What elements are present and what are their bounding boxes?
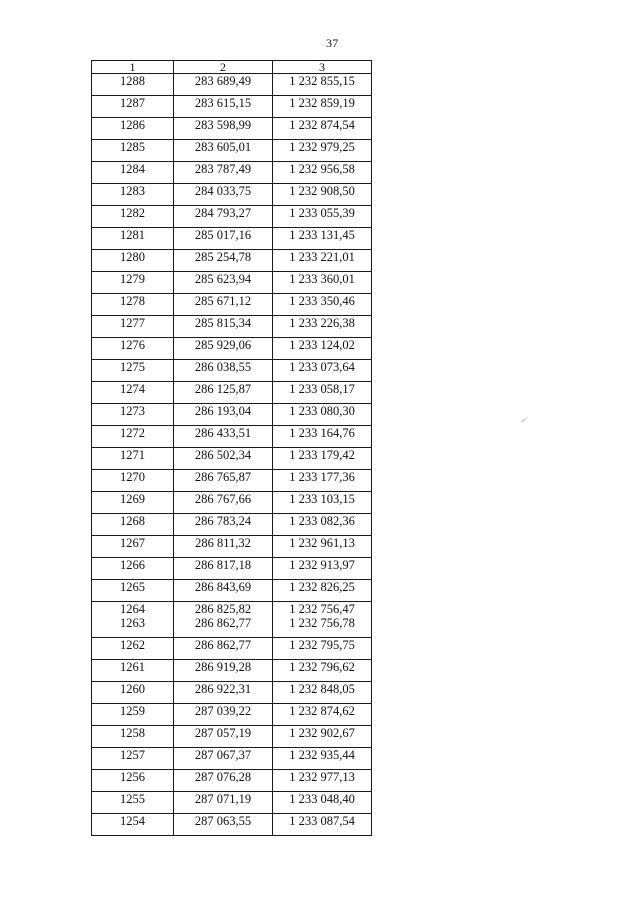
x-coordinate-cell: 283 605,01 xyxy=(174,140,273,162)
point-number-cell: 1262 xyxy=(92,638,174,660)
y-coordinate-cell: 1 232 913,97 xyxy=(273,558,372,580)
y-coordinate-cell: 1 232 961,13 xyxy=(273,536,372,558)
x-coordinate-cell: 285 929,06 xyxy=(174,338,273,360)
y-coordinate-cell: 1 233 350,46 xyxy=(273,294,372,316)
y-coordinate-cell: 1 232 908,50 xyxy=(273,184,372,206)
point-number-cell: 1268 xyxy=(92,514,174,536)
table-row xyxy=(92,770,372,792)
x-coordinate-cell: 286 811,32 xyxy=(174,536,273,558)
point-number-cell: 1274 xyxy=(92,382,174,404)
y-coordinate-cell: 1 233 131,45 xyxy=(273,228,372,250)
point-number-cell: 1265 xyxy=(92,580,174,602)
column-header-y-coordinate: 3 xyxy=(273,61,372,74)
point-number-cell: 1285 xyxy=(92,140,174,162)
table-row xyxy=(92,360,372,382)
table-row xyxy=(92,514,372,536)
y-coordinate-cell: 1 233 058,17 xyxy=(273,382,372,404)
x-coordinate-cell: 287 057,19 xyxy=(174,726,273,748)
y-coordinate-cell: 1 233 080,30 xyxy=(273,404,372,426)
y-coordinate-cell: 1 233 103,15 xyxy=(273,492,372,514)
y-coordinate-cell: 1 232 977,13 xyxy=(273,770,372,792)
column-header-point-number: 1 xyxy=(92,61,174,74)
table-row xyxy=(92,74,372,96)
x-coordinate-cell: 285 254,78 xyxy=(174,250,273,272)
y-coordinate-cell: 1 232 859,19 xyxy=(273,96,372,118)
y-coordinate-cell: 1 233 179,42 xyxy=(273,448,372,470)
y-coordinate-cell: 1 233 087,54 xyxy=(273,814,372,836)
table-row xyxy=(92,338,372,360)
x-coordinate-cell: 286 193,04 xyxy=(174,404,273,426)
y-coordinate-cell: 1 232 826,25 xyxy=(273,580,372,602)
point-number-cell: 1266 xyxy=(92,558,174,580)
table-row xyxy=(92,814,372,836)
x-coordinate-cell: 287 063,55 xyxy=(174,814,273,836)
table-row xyxy=(92,638,372,660)
x-coordinate-cell: 285 815,34 xyxy=(174,316,273,338)
table-row xyxy=(92,660,372,682)
point-number-cell: 1276 xyxy=(92,338,174,360)
y-coordinate-cell: 1 233 360,01 xyxy=(273,272,372,294)
table-row xyxy=(92,492,372,514)
table-row xyxy=(92,118,372,140)
point-number-cell: 1280 xyxy=(92,250,174,272)
x-coordinate-cell: 285 017,16 xyxy=(174,228,273,250)
point-number-cell: 1275 xyxy=(92,360,174,382)
y-coordinate-cell: 1 232 756,47 1 232 756,78 xyxy=(273,602,372,638)
table-row xyxy=(92,426,372,448)
y-coordinate-cell: 1 233 048,40 xyxy=(273,792,372,814)
stray-pen-mark xyxy=(521,419,526,423)
table-header xyxy=(92,61,372,74)
point-number-cell: 1261 xyxy=(92,660,174,682)
table-row xyxy=(92,558,372,580)
point-number-cell: 1258 xyxy=(92,726,174,748)
x-coordinate-cell: 287 071,19 xyxy=(174,792,273,814)
point-number-cell: 1279 xyxy=(92,272,174,294)
table-body xyxy=(92,74,372,836)
x-coordinate-cell: 283 787,49 xyxy=(174,162,273,184)
x-coordinate-cell: 285 671,12 xyxy=(174,294,273,316)
x-coordinate-cell: 286 922,31 xyxy=(174,682,273,704)
point-number-cell: 1286 xyxy=(92,118,174,140)
point-number-cell: 1270 xyxy=(92,470,174,492)
point-number-cell: 1256 xyxy=(92,770,174,792)
table-row xyxy=(92,726,372,748)
point-number-cell: 1269 xyxy=(92,492,174,514)
table-row xyxy=(92,206,372,228)
table-row xyxy=(92,748,372,770)
x-coordinate-cell: 286 433,51 xyxy=(174,426,273,448)
point-number-cell: 1287 xyxy=(92,96,174,118)
x-coordinate-cell: 283 598,99 xyxy=(174,118,273,140)
table-row xyxy=(92,294,372,316)
point-number-cell: 1284 xyxy=(92,162,174,184)
y-coordinate-cell: 1 232 979,25 xyxy=(273,140,372,162)
table-row xyxy=(92,316,372,338)
point-number-cell: 1282 xyxy=(92,206,174,228)
table-row xyxy=(92,272,372,294)
table-row xyxy=(92,704,372,726)
x-coordinate-cell: 286 767,66 xyxy=(174,492,273,514)
x-coordinate-cell: 286 843,69 xyxy=(174,580,273,602)
x-coordinate-cell: 287 067,37 xyxy=(174,748,273,770)
x-coordinate-cell: 287 039,22 xyxy=(174,704,273,726)
point-number-cell: 1257 xyxy=(92,748,174,770)
point-number-cell: 1273 xyxy=(92,404,174,426)
table-row xyxy=(92,536,372,558)
y-coordinate-cell: 1 232 796,62 xyxy=(273,660,372,682)
point-number-cell: 1267 xyxy=(92,536,174,558)
table-row xyxy=(92,792,372,814)
table-row xyxy=(92,184,372,206)
table-row xyxy=(92,96,372,118)
x-coordinate-cell: 286 919,28 xyxy=(174,660,273,682)
table-row xyxy=(92,404,372,426)
point-number-cell: 1259 xyxy=(92,704,174,726)
table-row xyxy=(92,682,372,704)
x-coordinate-cell: 286 502,34 xyxy=(174,448,273,470)
point-number-cell: 1288 xyxy=(92,74,174,96)
point-number-cell: 1277 xyxy=(92,316,174,338)
x-coordinate-cell: 286 825,82 286 862,77 xyxy=(174,602,273,638)
table-row xyxy=(92,250,372,272)
x-coordinate-cell: 286 817,18 xyxy=(174,558,273,580)
point-number-cell: 1255 xyxy=(92,792,174,814)
table-row xyxy=(92,140,372,162)
x-coordinate-cell: 284 793,27 xyxy=(174,206,273,228)
point-number-cell: 1278 xyxy=(92,294,174,316)
header-row xyxy=(92,61,372,74)
x-coordinate-cell: 286 765,87 xyxy=(174,470,273,492)
y-coordinate-cell: 1 232 855,15 xyxy=(273,74,372,96)
y-coordinate-cell: 1 232 902,67 xyxy=(273,726,372,748)
coordinates-table xyxy=(91,60,372,836)
y-coordinate-cell: 1 232 848,05 xyxy=(273,682,372,704)
y-coordinate-cell: 1 232 874,62 xyxy=(273,704,372,726)
x-coordinate-cell: 283 615,15 xyxy=(174,96,273,118)
y-coordinate-cell: 1 232 874,54 xyxy=(273,118,372,140)
page-number: 37 xyxy=(326,36,339,50)
x-coordinate-cell: 286 862,77 xyxy=(174,638,273,660)
y-coordinate-cell: 1 233 221,01 xyxy=(273,250,372,272)
y-coordinate-cell: 1 233 124,02 xyxy=(273,338,372,360)
y-coordinate-cell: 1 232 956,58 xyxy=(273,162,372,184)
x-coordinate-cell: 286 038,55 xyxy=(174,360,273,382)
y-coordinate-cell: 1 233 055,39 xyxy=(273,206,372,228)
table-row xyxy=(92,162,372,184)
y-coordinate-cell: 1 233 073,64 xyxy=(273,360,372,382)
y-coordinate-cell: 1 232 935,44 xyxy=(273,748,372,770)
y-coordinate-cell: 1 233 177,36 xyxy=(273,470,372,492)
point-number-cell: 1271 xyxy=(92,448,174,470)
table-row xyxy=(92,602,372,638)
table-row xyxy=(92,448,372,470)
x-coordinate-cell: 286 125,87 xyxy=(174,382,273,404)
x-coordinate-cell: 285 623,94 xyxy=(174,272,273,294)
x-coordinate-cell: 287 076,28 xyxy=(174,770,273,792)
x-coordinate-cell: 283 689,49 xyxy=(174,74,273,96)
table-row xyxy=(92,470,372,492)
y-coordinate-cell: 1 233 082,36 xyxy=(273,514,372,536)
y-coordinate-cell: 1 233 164,76 xyxy=(273,426,372,448)
point-number-cell: 1254 xyxy=(92,814,174,836)
point-number-cell: 1281 xyxy=(92,228,174,250)
y-coordinate-cell: 1 232 795,75 xyxy=(273,638,372,660)
x-coordinate-cell: 286 783,24 xyxy=(174,514,273,536)
point-number-cell: 1283 xyxy=(92,184,174,206)
table-row xyxy=(92,228,372,250)
table-row xyxy=(92,382,372,404)
point-number-cell: 1260 xyxy=(92,682,174,704)
y-coordinate-cell: 1 233 226,38 xyxy=(273,316,372,338)
table-row xyxy=(92,580,372,602)
point-number-cell: 1272 xyxy=(92,426,174,448)
x-coordinate-cell: 284 033,75 xyxy=(174,184,273,206)
column-header-x-coordinate: 2 xyxy=(174,61,273,74)
point-number-cell: 1264 1263 xyxy=(92,602,174,638)
